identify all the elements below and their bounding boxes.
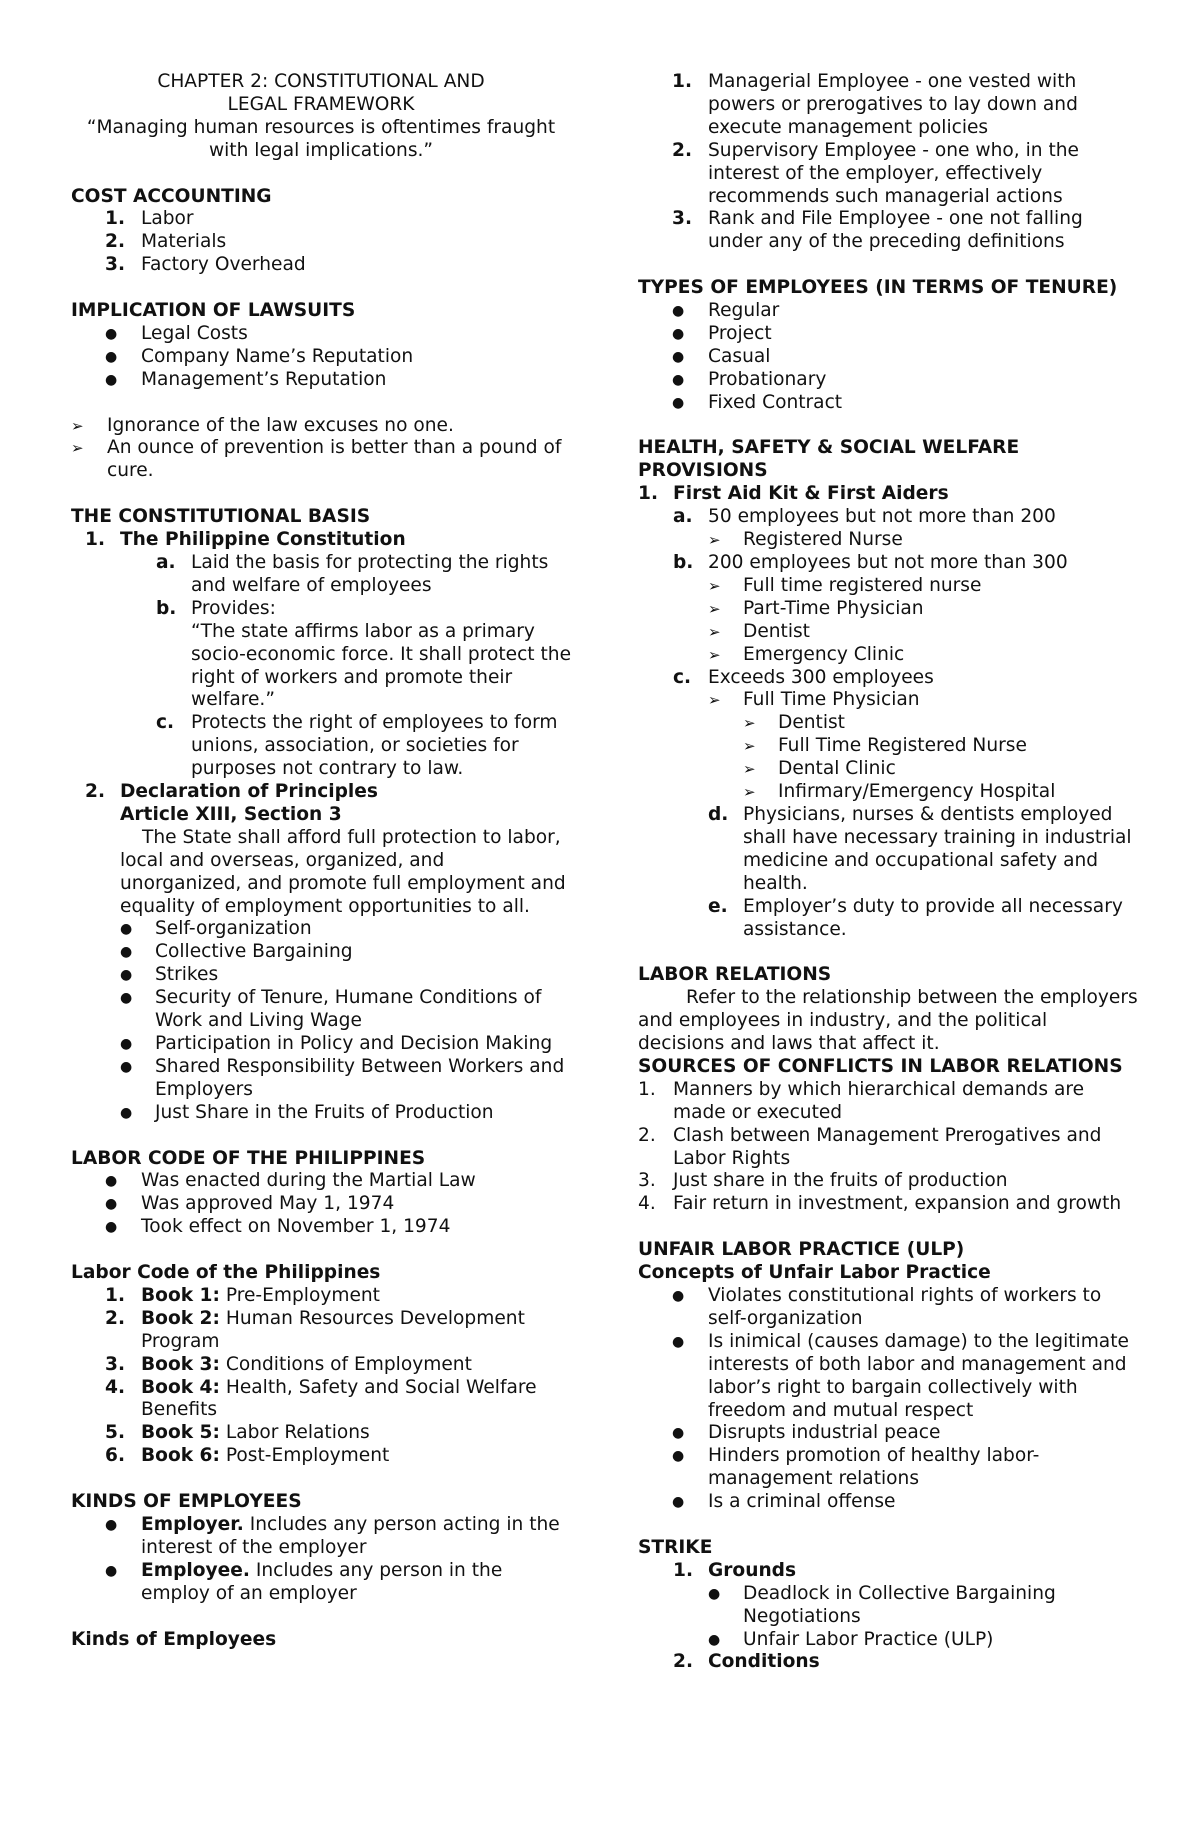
list-item: ● Regular (672, 300, 780, 322)
list-item: ● Deadlock in Collective Bargaining Negotiations (708, 1582, 1056, 1627)
list-item: ➢ Part-Time Physician (708, 597, 924, 619)
list-item: 1. Book 1: Pre-Employment (105, 1284, 380, 1306)
list-item: ● Probationary (672, 368, 827, 390)
ulp-subheading: Concepts of Unfair Labor Practice (638, 1262, 991, 1284)
list-item: c. Exceeds 300 employees (673, 666, 934, 688)
list-item: a. Laid the basis for protecting the rights and welfare of employees (156, 551, 549, 596)
list-item: ➢ Dental Clinic (743, 758, 896, 780)
constitution-quote: “The state affirms labor as a primary socio-economic force. It shall protect the right of workers and promote their welfare.” (191, 620, 572, 711)
list-item: 2. Clash between Management Prerogatives and Labor Rights (638, 1124, 1102, 1169)
list-item: 4. Fair return in investment, expansion and growth (638, 1193, 1122, 1215)
list-item: 3. Rank and File Employee - one not falling under any of the preceding definitions (672, 208, 1083, 253)
list-item: ● Security of Tenure, Humane Conditions of Work and Living Wage (120, 987, 542, 1032)
labor-relations-heading: LABOR RELATIONS (638, 964, 832, 986)
list-item: ● Company Name’s Reputation (105, 345, 414, 367)
list-item: 1. Managerial Employee - one vested with powers or prerogatives to lay down and execute management policies (672, 71, 1078, 138)
list-item: 5. Book 5: Labor Relations (105, 1422, 370, 1444)
strike-heading: STRIKE (638, 1536, 713, 1558)
kinds-subheading: Kinds of Employees (71, 1628, 277, 1650)
list-item: ● Hinders promotion of healthy labor-management relations (672, 1445, 1040, 1490)
list-item: ● Self-organization (120, 918, 312, 940)
list-item: b. Provides: (156, 597, 276, 619)
list-item: ● Is inimical (causes damage) to the legitimate interests of both labor and management and labor’s right to bargain collectively with freedom and mutual respect (672, 1330, 1129, 1421)
list-item: ➢ Full time registered nurse (708, 574, 982, 596)
list-item: ● Strikes (120, 964, 219, 986)
list-item: 1. Labor (105, 208, 194, 230)
list-item: ● Was approved May 1, 1974 (105, 1193, 395, 1215)
list-item: 1. First Aid Kit & First Aiders (638, 483, 949, 505)
list-item: d. Physicians, nurses & dentists employed shall have necessary training in industrial medicine and occupational safety and health. (708, 803, 1132, 894)
list-item: ➢ Full Time Registered Nurse (743, 735, 1027, 757)
list-item: ➢ Dentist (743, 712, 845, 734)
labor-relations-text: Refer to the relationship between the employers and employees in industry, and the political decisions and laws that affect it. (638, 987, 1138, 1055)
cost-accounting-heading: COST ACCOUNTING (71, 185, 272, 207)
list-item: ➢ Emergency Clinic (708, 643, 905, 665)
chapter-title-line2: LEGAL FRAMEWORK (227, 93, 415, 115)
list-item: 3. Just share in the fruits of production (638, 1170, 1008, 1192)
list-item: ● Fixed Contract (672, 391, 843, 413)
maxim-item: ➢ Ignorance of the law excuses no one. (71, 414, 454, 436)
article-text: The State shall afford full protection to labor, local and overseas, organized, and unorganized, and promote full employment and equality of employment opportunities to all. (120, 826, 566, 917)
list-item: ● Employee. Includes any person in the employ of an employer (105, 1559, 503, 1604)
tenure-heading: TYPES OF EMPLOYEES (IN TERMS OF TENURE) (638, 277, 1118, 299)
list-item: ● Casual (672, 345, 771, 367)
list-item: ● Took effect on November 1, 1974 (105, 1216, 451, 1238)
maxim-item: ➢ An ounce of prevention is better than a pound of cure. (71, 437, 562, 482)
list-item: ● Was enacted during the Martial Law (105, 1170, 476, 1192)
health-heading: HEALTH, SAFETY & SOCIAL WELFARE PROVISIONS (638, 437, 1020, 482)
ulp-heading: UNFAIR LABOR PRACTICE (ULP) (638, 1239, 965, 1261)
list-item: 2. Book 2: Human Resources Development Program (105, 1307, 525, 1352)
list-item: e. Employer’s duty to provide all necessary assistance. (708, 895, 1123, 940)
lawsuits-heading: IMPLICATION OF LAWSUITS (71, 300, 356, 322)
list-item: 1. The Philippine Constitution (85, 529, 406, 551)
conflicts-heading: SOURCES OF CONFLICTS IN LABOR RELATIONS (638, 1055, 1123, 1077)
list-item: 2. Declaration of Principles (85, 781, 378, 803)
right-column (638, 71, 1138, 1674)
list-item: 2. Materials (105, 231, 227, 253)
list-item: ● Just Share in the Fruits of Production (120, 1101, 494, 1123)
article-heading: Article XIII, Section 3 (120, 803, 342, 825)
list-item: ● Project (672, 322, 772, 344)
list-item: 3. Factory Overhead (105, 254, 306, 276)
list-item: 1. Grounds (673, 1559, 797, 1581)
list-item: ● Unfair Labor Practice (ULP) (708, 1628, 994, 1650)
list-item: ● Management’s Reputation (105, 368, 387, 390)
list-item: 2. Conditions (673, 1651, 820, 1673)
list-item: 6. Book 6: Post-Employment (105, 1445, 390, 1467)
chapter-quote: “Managing human resources is oftentimes fraught with legal implications.” (86, 116, 556, 161)
list-item: ● Shared Responsibility Between Workers and Employers (120, 1055, 565, 1100)
left-column (71, 71, 571, 1651)
list-item: ● Employer. Includes any person acting in the interest of the employer (105, 1513, 560, 1558)
list-item: ➢ Full Time Physician (708, 689, 920, 711)
chapter-title: CHAPTER 2: CONSTITUTIONAL AND (157, 71, 485, 92)
list-item: a. 50 employees but not more than 200 (673, 506, 1056, 528)
list-item: ● Collective Bargaining (120, 941, 353, 963)
list-item: ● Violates constitutional rights of workers to self-organization (672, 1284, 1102, 1329)
labor-code-heading: LABOR CODE OF THE PHILIPPINES (71, 1147, 426, 1169)
list-item: ➢ Dentist (708, 620, 810, 642)
list-item: ● Is a criminal offense (672, 1491, 896, 1513)
constitutional-basis-heading: THE CONSTITUTIONAL BASIS (71, 506, 371, 528)
list-item: 2. Supervisory Employee - one who, in the interest of the employer, effectively recommends such managerial actions (672, 139, 1079, 207)
list-item: ➢ Infirmary/Emergency Hospital (743, 781, 1056, 803)
list-item: b. 200 employees but not more than 300 (673, 552, 1068, 573)
list-item: 1. Manners by which hierarchical demands are made or executed (638, 1078, 1085, 1123)
list-item: 4. Book 4: Health, Safety and Social Welfare Benefits (105, 1376, 537, 1421)
list-item: c. Protects the right of employees to form unions, association, or societies for purposes not contrary to law. (156, 712, 558, 780)
list-item: ● Participation in Policy and Decision Making (120, 1033, 553, 1054)
list-item: ➢ Registered Nurse (708, 529, 903, 551)
list-item: 3. Book 3: Conditions of Employment (105, 1353, 472, 1375)
books-heading: Labor Code of the Philippines (71, 1262, 381, 1284)
list-item: ● Disrupts industrial peace (672, 1422, 941, 1444)
kinds-heading: KINDS OF EMPLOYEES (71, 1491, 302, 1513)
list-item: ● Legal Costs (105, 322, 248, 344)
